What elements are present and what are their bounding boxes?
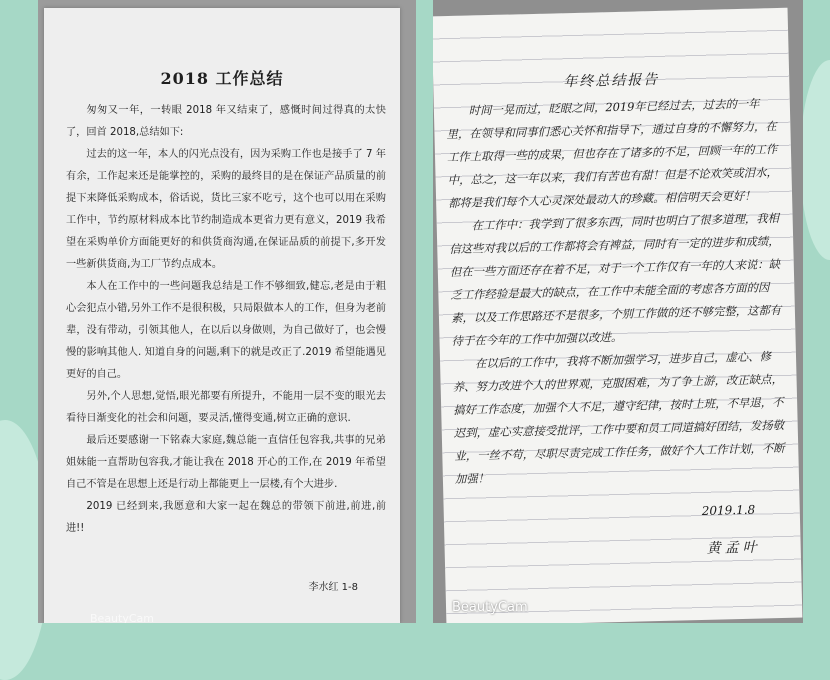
report-title: 年终总结报告 xyxy=(563,71,660,91)
document-title: 2018 工作总结 xyxy=(160,69,284,88)
paragraph: 另外,个人思想,觉悟,眼光都要有所提升，不能用一层不变的眼光去看待日渐变化的社会和问题，要灵活,懂得变通,树立正确的意识. xyxy=(66,391,386,424)
left-photo xyxy=(38,0,416,623)
beautycam-watermark xyxy=(452,600,528,615)
report-signature: 黄孟叶 xyxy=(706,539,761,557)
paragraph: 2019 已经到来,我愿意和大家一起在魏总的带领下前进,前进,前进!! xyxy=(66,501,386,534)
paragraph: 本人在工作中的一些问题我总结是工作不够细致,健忘,老是由于粗心会犯点小错,另外工作不是很积极，只局限做本人的工作，但身为老前辈，没有带动，引领其他人，在以后以身做则，为自己做好了，也会慢慢的影响其他人. 知道自身的问题,剩下的就是改正了.2019 希望能遇见更好的自己。 xyxy=(66,281,386,380)
watermark-text: BeautyCam xyxy=(452,600,528,615)
background-decoration xyxy=(800,60,830,260)
watermark-left: BeautyCam xyxy=(90,612,154,623)
handwritten-report-page xyxy=(433,8,802,623)
report-body xyxy=(446,92,791,491)
paragraph: 时间一晃而过，眨眼之间，2019年已经过去，过去的一年里，在领导和同事们悉心关怀和指导下，通过自身的不懈努力，在工作上取得一些的成果，但也存在了诸多的不足，回顾一年的工作中，总之，这一年以来，我们有苦也有甜！但是不论欢笑或泪水，都将是我们每个人心灵深处最动人的珍藏。相信明天会更好！ xyxy=(446,96,779,211)
document-body xyxy=(66,100,386,540)
paragraph: 最后还要感谢一下铭森大家庭,魏总能一直信任包容我,共事的兄弟姐妹能一直帮助包容我,才能让我在 2018 开心的工作,在 2019 年希望自己不管是在思想上还是行动上都能更上一层楼,有个大进步. xyxy=(66,435,386,490)
paragraph: 在工作中：我学到了很多东西，同时也明白了很多道理，我相信这些对我以后的工作都将会有裨益，同时有一定的进步和成绩，但在一些方面还存在着不足，对于一个工作仅有一年的人来说：缺乏工作经验是最大的缺点，在工作中未能全面的考虑各方面的因素，以及工作思路还不是很多，个别工作做的还不够完整，这都有待于在今年的工作中加强以改进。 xyxy=(449,211,782,349)
paragraph: 匆匆又一年，一转眼 2018 年又结束了，感慨时间过得真的太快了，回首 2018,总结如下: xyxy=(66,105,386,138)
paragraph: 过去的这一年，本人的闪光点没有，因为采购工作也是接手了 7 年有余，工作起来还是能掌控的，采购的最终目的是在保证产品质量的前提下来降低采购成本，俗话说，货比三家不吃亏，这个也可以用在采购工作中，节约原材料成本比节约制造成本更省力更有意义，2019 我希望在采购单价方面能更好的和供货商沟通,在保证品质的前提下,多开发一些新供货商,为工厂节约点成本。 xyxy=(66,149,386,270)
printed-summary-page xyxy=(44,8,400,623)
report-date: 2019.1.8 xyxy=(701,502,756,518)
document-signature: 李水红 1-8 xyxy=(308,582,358,593)
right-photo xyxy=(433,0,803,623)
paragraph: 在以后的工作中，我将不断加强学习，进步自己，虚心、修养、努力改进个人的世界观，克服困难，为了争上游，改正缺点，搞好工作态度，加强个人不足，遵守纪律，按时上班，不早退，不迟到，虚心实意接受批评，工作中要和员工同道搞好团结，发扬敬业，一丝不苟，尽职尽责完成工作任务，做好个人工作计划，不断加强！ xyxy=(452,349,785,487)
